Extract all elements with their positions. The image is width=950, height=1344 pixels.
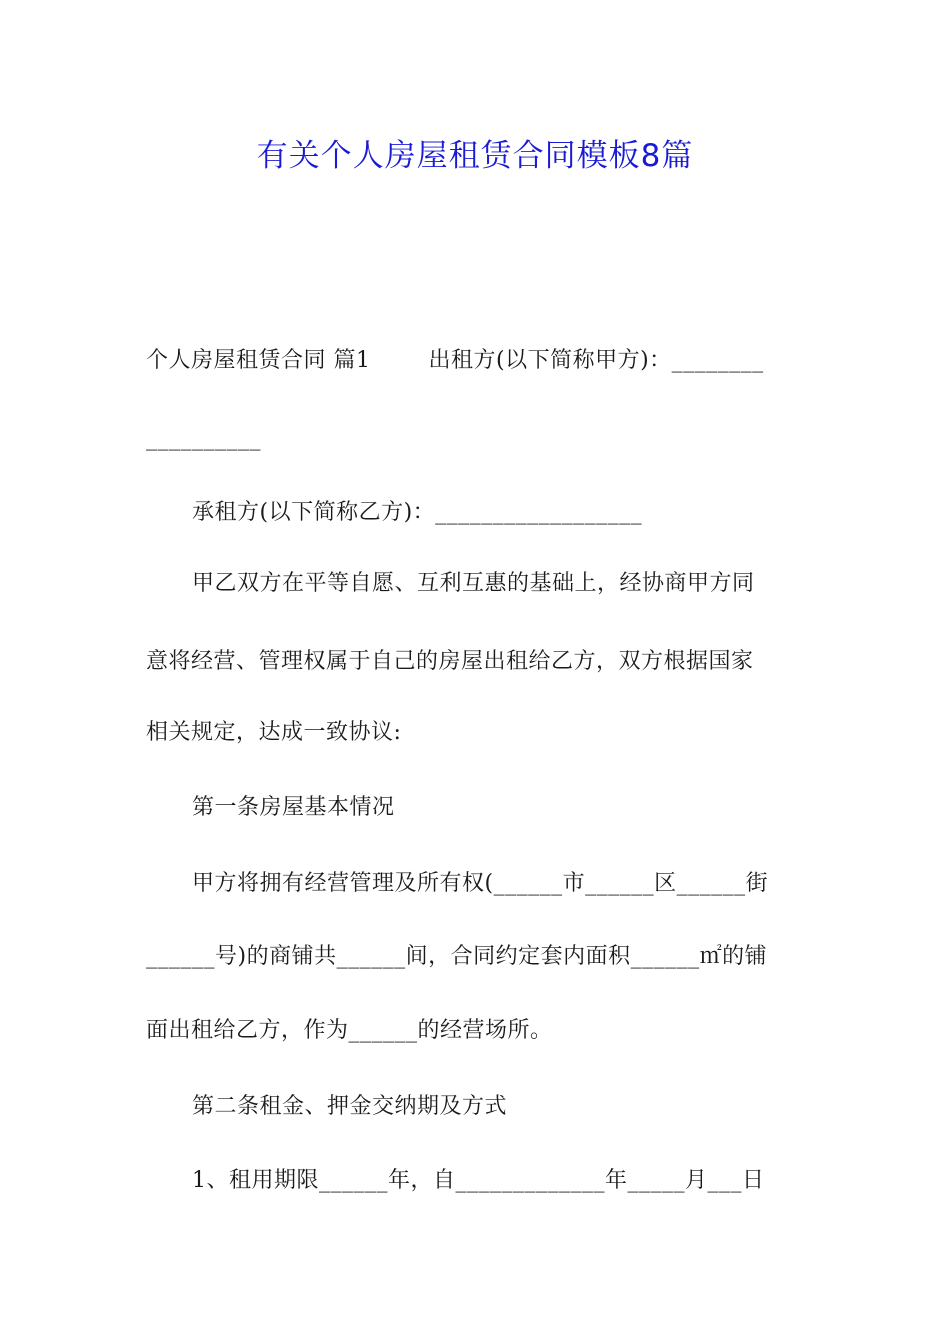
contract-heading-line — [146, 346, 806, 376]
paragraph-line: ______号)的商铺共______间，合同约定套内面积______㎡的铺 — [146, 944, 768, 969]
contract-heading: 个人房屋租赁合同 篇1 — [146, 348, 371, 373]
paragraph-line: 意将经营、管理权属于自己的房屋出租给乙方，双方根据国家 — [146, 649, 754, 674]
paragraph-line: 甲乙双方在平等自愿、互利互惠的基础上，经协商甲方同 — [192, 571, 755, 596]
paragraph-line: 甲方将拥有经营管理及所有权(______市______区______街 — [192, 871, 769, 896]
lessor-field-continuation: __________ — [146, 426, 261, 451]
paragraph-line: 1、租用期限______年，自_____________年_____月___日 — [192, 1168, 765, 1193]
document-title: 有关个人房屋租赁合同模板8篇 — [256, 138, 694, 174]
paragraph-line: 面出租给乙方，作为______的经营场所。 — [146, 1018, 553, 1043]
lessor-field: 出租方(以下简称甲方)：________ — [428, 348, 764, 373]
paragraph-line: 相关规定，达成一致协议: — [146, 720, 402, 745]
lessee-field: 承租方(以下简称乙方)：__________________ — [192, 500, 643, 525]
section-heading: 第二条租金、押金交纳期及方式 — [192, 1094, 508, 1119]
section-heading: 第一条房屋基本情况 — [192, 795, 395, 820]
